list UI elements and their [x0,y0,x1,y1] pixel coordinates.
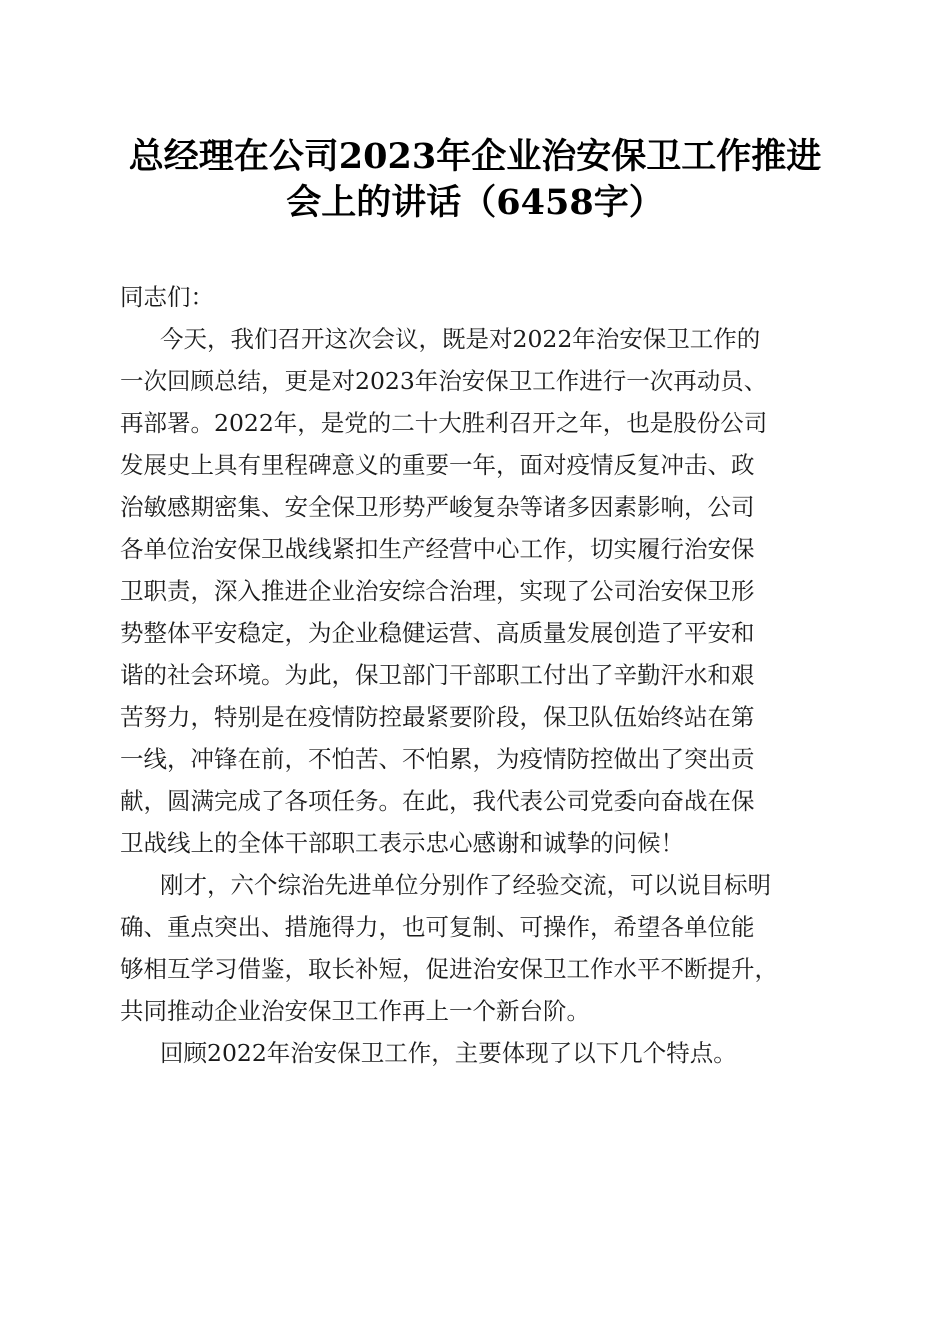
paragraph-line: 一线，冲锋在前，不怕苦、不怕累，为疫情防控做出了突出贡 [120,745,755,773]
paragraph-line: 回顾2022年治安保卫工作，主要体现了以下几个特点。 [160,1039,737,1067]
paragraph-1 [120,318,840,864]
paragraph-line: 再部署。2022年，是党的二十大胜利召开之年，也是股份公司 [120,409,768,437]
paragraph-line: 一次回顾总结，更是对2023年治安保卫工作进行一次再动员、 [120,367,768,395]
document-body [120,276,840,1074]
paragraph-line: 共同推动企业治安保卫工作再上一个新台阶。 [120,997,590,1025]
paragraph-line: 各单位治安保卫战线紧扣生产经营中心工作，切实履行治安保 [120,535,755,563]
paragraph-line: 发展史上具有里程碑意义的重要一年，面对疫情反复冲击、政 [120,451,755,479]
paragraph-line: 确、重点突出、措施得力，也可复制、可操作，希望各单位能 [120,913,755,941]
title-line-2: 会上的讲话（6458字） [286,182,664,223]
title-line-1: 总经理在公司2023年企业治安保卫工作推进 [128,136,822,177]
paragraph-line: 势整体平安稳定，为企业稳健运营、高质量发展创造了平安和 [120,619,755,647]
paragraph-line: 治敏感期密集、安全保卫形势严峻复杂等诸多因素影响，公司 [120,493,755,521]
paragraph-line: 刚才，六个综治先进单位分别作了经验交流，可以说目标明 [160,871,771,899]
salutation [120,276,840,318]
paragraph-line: 苦努力，特别是在疫情防控最紧要阶段，保卫队伍始终站在第 [120,703,755,731]
paragraph-line: 谐的社会环境。为此，保卫部门干部职工付出了辛勤汗水和艰 [120,661,755,689]
paragraph-2 [120,864,840,1032]
paragraph-line: 卫战线上的全体干部职工表示忠心感谢和诚挚的问候！ [120,829,684,857]
paragraph-line: 够相互学习借鉴，取长补短，促进治安保卫工作水平不断提升， [120,955,778,983]
paragraph-line: 今天，我们召开这次会议，既是对2022年治安保卫工作的 [160,325,761,353]
salutation-line: 同志们： [120,283,214,311]
document-title [110,134,840,226]
paragraph-line: 卫职责，深入推进企业治安综合治理，实现了公司治安保卫形 [120,577,755,605]
paragraph-3 [120,1032,840,1074]
paragraph-line: 献，圆满完成了各项任务。在此，我代表公司党委向奋战在保 [120,787,755,815]
